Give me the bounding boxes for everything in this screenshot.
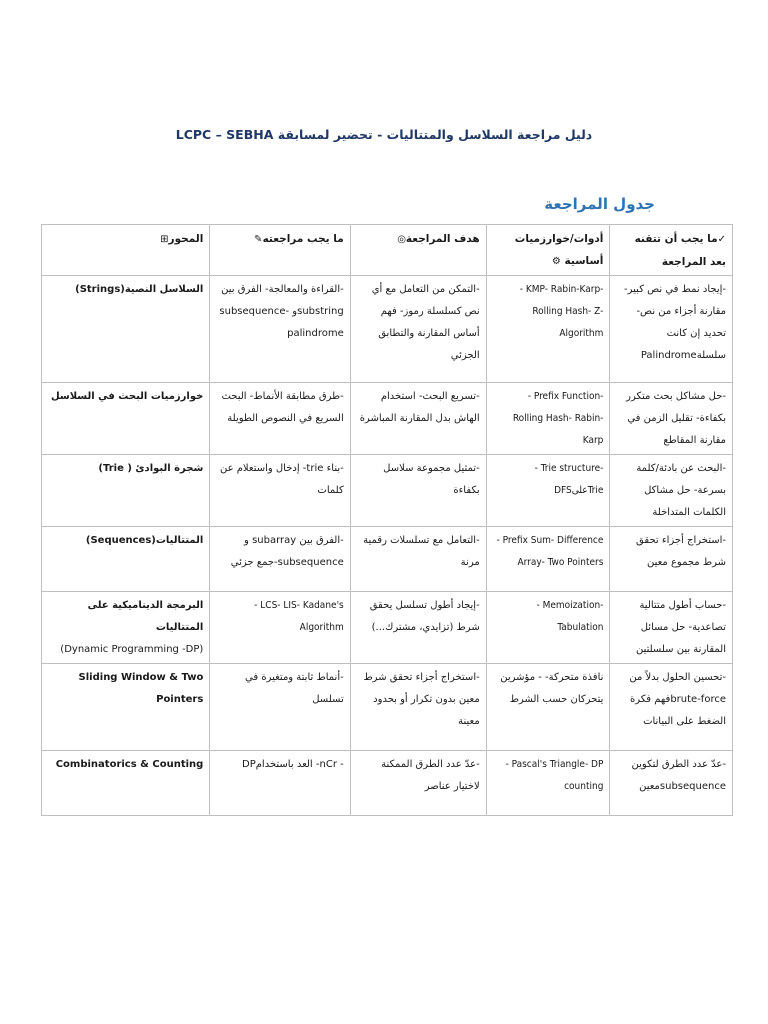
table-row [42, 751, 733, 816]
table-row [42, 455, 733, 527]
header-review-label: ما يجب مراجعته [262, 233, 344, 245]
cell-after: -البحث عن بادئة/كلمة بسرعة- حل مشاكل الكلمات المتداخلة [610, 455, 733, 527]
check-icon: ✓ [717, 234, 726, 245]
cell-review: -الفرق بين subarray و subsequence-جمع جزئي [210, 527, 350, 592]
axis-label: المتتاليات(Sequences) [85, 535, 204, 546]
cell-goal: -تمثيل مجموعة سلاسل بكفاءة [350, 455, 486, 527]
table-row [42, 383, 733, 455]
axis-label: Combinatorics & Counting [55, 759, 204, 770]
cell-after: -حساب أطول متتالية تصاعدية- حل مسائل المقارنة بين سلسلتين [610, 592, 733, 664]
cell-review: -القراءة والمعالجة- الفرق بين substringو subsequence- palindrome [210, 276, 350, 383]
table-row [42, 276, 733, 383]
target-icon: ◎ [397, 234, 406, 245]
cell-goal: -إيجاد أطول تسلسل يحقق شرط (تزايدي، مشترك...) [350, 592, 486, 664]
axis-label: السلاسل النصية(Strings) [75, 284, 204, 295]
cell-goal: -التمكن من التعامل مع أي نص كسلسلة رموز- فهم أساس المقارنة والتطابق الجزئي [350, 276, 486, 383]
cell-tools: - Prefix Function- Rolling Hash- Rabin-Karp [486, 383, 610, 455]
cell-tools: - Memoization- Tabulation [486, 592, 610, 664]
grid-icon: ⊞ [160, 234, 169, 245]
cell-tools: - Trie structure- DFSعلىTrie [486, 455, 610, 527]
cell-tools: - KMP- Rabin-Karp- Rolling Hash- Z-Algorithm [486, 276, 610, 383]
cell-after: -تحسين الحلول بدلاً من brute-forceفهم فكرة الضغط على البيانات [610, 664, 733, 751]
cell-tools: نافذة متحركة- - مؤشرين يتحركان حسب الشرط [486, 664, 610, 751]
cell-axis [42, 751, 210, 816]
cell-axis [42, 455, 210, 527]
cell-review: -بناء trie- إدخال واستعلام عن كلمات [210, 455, 350, 527]
axis-sublabel: (Dynamic Programming -DP) [60, 644, 204, 655]
review-table [41, 224, 733, 816]
cell-goal: -عدّ عدد الطرق الممكنة لاختيار عناصر [350, 751, 486, 816]
header-review [210, 225, 350, 276]
cell-review: -أنماط ثابتة ومتغيرة في تسلسل [210, 664, 350, 751]
cell-tools: - Pascal's Triangle- DP counting [486, 751, 610, 816]
axis-label: Sliding Window & Two Pointers [78, 672, 204, 705]
cell-goal: -التعامل مع تسلسلات رقمية مرنة [350, 527, 486, 592]
header-tools [486, 225, 610, 276]
cell-axis [42, 276, 210, 383]
cell-after: -استخراج أجزاء تحقق شرط مجموع معين [610, 527, 733, 592]
table-header-row [42, 225, 733, 276]
table-row [42, 527, 733, 592]
pencil-icon: ✎ [254, 234, 263, 245]
cell-review: - nCr- العد باستخدامDP [210, 751, 350, 816]
document-title: دليل مراجعة السلاسل والمتتاليات - تحضير لمسابقة LCPC – SEBHA [175, 127, 593, 142]
cell-review: -طرق مطابقة الأنماط- البحث السريع في النصوص الطويلة [210, 383, 350, 455]
header-after [610, 225, 733, 276]
table-row [42, 592, 733, 664]
cell-review: - LCS- LIS- Kadane's Algorithm [210, 592, 350, 664]
cell-axis [42, 592, 210, 664]
gear-icon: ⚙ [551, 256, 561, 267]
cell-goal: -استخراج أجزاء تحقق شرط معين بدون تكرار أو بحدود معينة [350, 664, 486, 751]
table-row [42, 664, 733, 751]
header-goal-label: هدف المراجعة [405, 233, 480, 245]
header-axis-label: المحور [168, 233, 204, 245]
header-tools-label: أدوات/خوارزميات أساسية [514, 233, 604, 267]
cell-after: -حل مشاكل بحث متكرر بكفاءة- تقليل الزمن في مقارنة المقاطع [610, 383, 733, 455]
cell-goal: -تسريع البحث- استخدام الهاش بدل المقارنة المباشرة [350, 383, 486, 455]
header-goal [350, 225, 486, 276]
axis-label: شجرة البوادئ ( Trie) [98, 463, 204, 474]
cell-axis [42, 383, 210, 455]
cell-after: -إيجاد نمط في نص كبير- مقارنة أجزاء من نص- تحديد إن كانت سلسلةPalindrome [610, 276, 733, 383]
header-axis [42, 225, 210, 276]
header-after-label: ما يجب أن تتقنه بعد المراجعة [634, 233, 726, 268]
cell-axis [42, 664, 210, 751]
section-heading: جدول المراجعة [544, 195, 655, 213]
cell-tools: - Prefix Sum- Difference Array- Two Pointers [486, 527, 610, 592]
axis-label: خوارزميات البحث في السلاسل [50, 391, 204, 402]
axis-label: البرمجة الديناميكية على المتتاليات [87, 600, 204, 633]
cell-axis [42, 527, 210, 592]
cell-after: -عدّ عدد الطرق لتكوين subsequenceمعين [610, 751, 733, 816]
